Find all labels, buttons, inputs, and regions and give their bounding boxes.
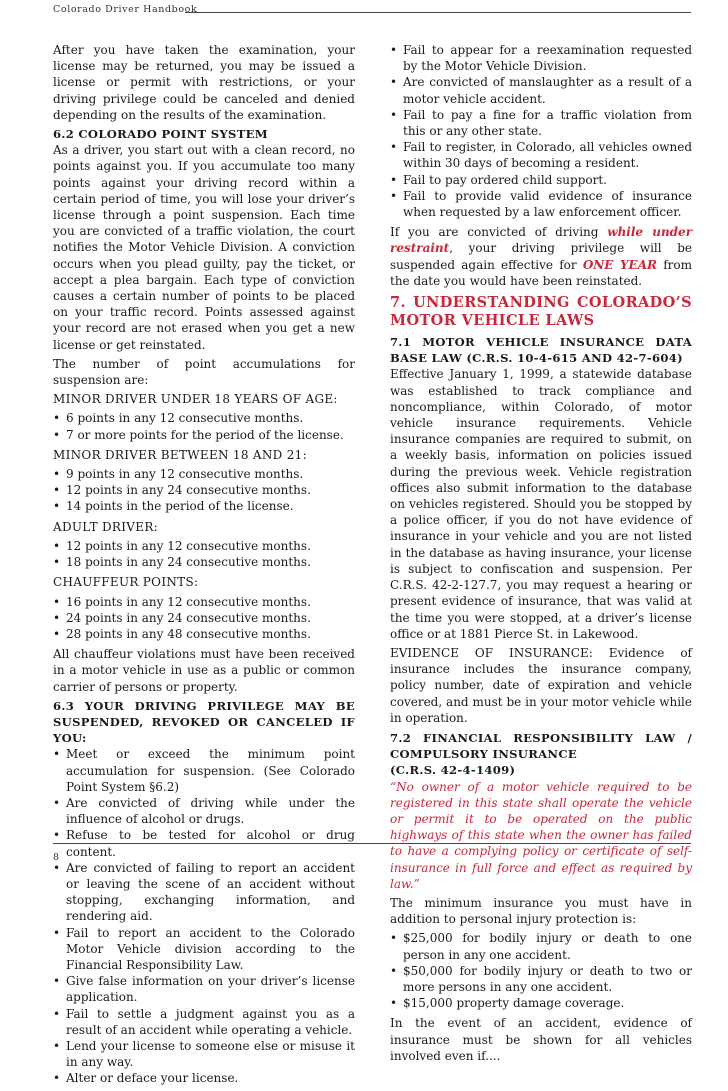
list-item: • Fail to pay ordered child support. xyxy=(390,172,692,188)
list-item: • Are convicted of driving while under the influence of alcohol or drugs. xyxy=(53,795,355,827)
list-item: • Are convicted of manslaughter as a result of a motor vehicle accident. xyxy=(390,74,692,106)
list-item: • Lend your license to someone else or misuse it in any way. xyxy=(53,1038,355,1070)
section-7-heading: 7. UNDERSTANDING COLORADO’S MOTOR VEHICLE LAWS xyxy=(390,294,692,330)
restraint-text: , your driving privilege will be suspended again effective for xyxy=(390,241,692,272)
list-item: • 16 points in any 12 consecutive months. xyxy=(53,594,355,610)
list-item: • Give false information on your driver’s license application. xyxy=(53,973,355,1005)
list-item: • 6 points in any 12 consecutive months. xyxy=(53,410,355,426)
list-item: • Are convicted of failing to report an accident or leaving the scene of an accident without stopping, exchanging information, and rendering aid. xyxy=(53,860,355,925)
left-column xyxy=(53,42,355,1091)
minor-under-18-list xyxy=(53,410,355,442)
list-item: • 14 points in the period of the license. xyxy=(53,498,355,514)
suspension-reasons-continued-list xyxy=(390,42,692,220)
minor-18-21-list xyxy=(53,466,355,515)
list-item: • 12 points in any 24 consecutive months. xyxy=(53,482,355,498)
section-6-3-heading: 6.3 YOUR DRIVING PRIVILEGE MAY BE SUSPENDED, REVOKED OR CANCELED IF YOU: xyxy=(53,698,355,746)
point-accumulation-intro: The number of point accumulations for suspension are: xyxy=(53,356,355,388)
list-item: • 7 or more points for the period of the license. xyxy=(53,427,355,443)
list-item: • Fail to report an accident to the Colorado Motor Vehicle division according to the Financial Responsibility Law. xyxy=(53,925,355,974)
restraint-text: from the date you would have been reinstated. xyxy=(390,257,692,288)
handbook-title: Colorado Driver Handbook xyxy=(53,4,198,15)
list-item: • Fail to appear for a reexamination requested by the Motor Vehicle Division. xyxy=(390,42,692,74)
list-item: • Refuse to be tested for alcohol or drug content. xyxy=(53,827,355,859)
adult-driver-list xyxy=(53,538,355,570)
restraint-paragraph xyxy=(390,224,692,289)
section-6-2-heading: 6.2 COLORADO POINT SYSTEM xyxy=(53,127,268,142)
list-item: • 28 points in any 48 consecutive months. xyxy=(53,626,355,642)
header-rule xyxy=(185,12,691,13)
suspension-reasons-list xyxy=(53,746,355,1086)
statute-quote: “No owner of a motor vehicle required to be registered in this state shall operate the vehicle or permit it to be operated on the public highways of this state when the owner has failed to have a complying policy or certificate of self-insurance in full force and effect as required by law.” xyxy=(390,779,692,891)
list-item: • 9 points in any 12 consecutive months. xyxy=(53,466,355,482)
list-item: • $15,000 property damage coverage. xyxy=(390,995,692,1011)
page-number: 8 xyxy=(53,852,60,863)
list-item: • Fail to pay a fine for a traffic violation from this or any other state. xyxy=(390,107,692,139)
evidence-of-insurance-paragraph: EVIDENCE OF INSURANCE: Evidence of insurance includes the insurance company, policy number, date of expiration and vehicle covered, and must be in your motor vehicle while in operation. xyxy=(390,645,692,725)
section-7-1-heading: 7.1 MOTOR VEHICLE INSURANCE DATA BASE LAW (C.R.S. 10-4-615 AND 42-7-604) xyxy=(390,335,692,366)
section-7-2-statute: (C.R.S. 42-4-1409) xyxy=(390,763,516,778)
adult-driver-heading: ADULT DRIVER: xyxy=(53,519,159,534)
chauffeur-points-list xyxy=(53,594,355,643)
list-item: • Fail to settle a judgment against you as a result of an accident while operating a vehicle. xyxy=(53,1006,355,1038)
list-item: • Alter or deface your license. xyxy=(53,1070,355,1086)
section-7-2-heading: 7.2 FINANCIAL RESPONSIBILITY LAW / COMPULSORY INSURANCE xyxy=(390,730,692,762)
one-year-emphasis: ONE YEAR xyxy=(582,257,657,272)
restraint-text: If you are convicted of driving xyxy=(390,225,608,240)
list-item: • Fail to provide valid evidence of insurance when requested by a law enforcement officer. xyxy=(390,188,692,220)
minor-18-21-heading: MINOR DRIVER BETWEEN 18 AND 21: xyxy=(53,447,307,462)
list-item: • 12 points in any 12 consecutive months. xyxy=(53,538,355,554)
list-item: • 18 points in any 24 consecutive months. xyxy=(53,554,355,570)
right-column xyxy=(390,42,692,1067)
minor-under-18-heading: MINOR DRIVER UNDER 18 YEARS OF AGE: xyxy=(53,392,338,407)
closing-paragraph: In the event of an accident, evidence of insurance must be shown for all vehicles involved even if.... xyxy=(390,1016,692,1063)
list-item: • $25,000 for bodily injury or death to one person in any one accident. xyxy=(390,930,692,962)
intro-paragraph: After you have taken the examination, your license may be returned, you may be issued a license or permit with restrictions, or your driving privilege could be canceled and denied depending on the results of the examination. xyxy=(53,43,355,122)
minimum-insurance-list xyxy=(390,930,692,1011)
list-item: • Fail to register, in Colorado, all vehicles owned within 30 days of becoming a resident. xyxy=(390,139,692,171)
list-item: • $50,000 for bodily injury or death to two or more persons in any one accident. xyxy=(390,963,692,995)
chauffeur-points-heading: CHAUFFEUR POINTS: xyxy=(53,575,199,590)
running-header xyxy=(53,4,691,18)
list-item: • 24 points in any 24 consecutive months. xyxy=(53,610,355,626)
footer-rule xyxy=(53,843,691,844)
insurance-database-paragraph: Effective January 1, 1999, a statewide database was established to track compliance and noncompliance, within Colorado, of motor vehicle insurance requirements. Vehicle insurance companies are required to submit, on a weekly basis, information on policies issued during the previous week. Vehicle registration offices also submit information to the database on vehicles registered. Should you be stopped by a police officer, if you do not have evidence of insurance in your vehicle and you are not listed in the database as having insurance, your license is subject to confiscation and suspension. Per C.R.S. 42-2-127.7, you may request a hearing or present evidence of insurance, that was valid at the time you were stopped, at a driver’s license office or at 1881 Pierce St. in Lakewood. xyxy=(390,367,692,641)
while-under-restraint-emphasis: while under restraint xyxy=(390,225,693,256)
point-system-paragraph: As a driver, you start out with a clean record, no points against you. If you accumulate too many points against your driving record within a certain period of time, you will lose your driver’s license through a point suspension. Each time you are convicted of a traffic violation, the court notifies the Motor Vehicle Division. A conviction occurs when you plead guilty, pay the ticket, or accept a plea bargain. Each type of conviction causes a certain number of points to be placed on your traffic record. Points assessed against your record are not erased when you get a new license or get reinstated. xyxy=(53,143,355,352)
minimum-insurance-paragraph: The minimum insurance you must have in addition to personal injury protection is: xyxy=(390,895,692,927)
chauffeur-note: All chauffeur violations must have been received in a motor vehicle in use as a public or common carrier of persons or property. xyxy=(53,647,355,694)
list-item: • Meet or exceed the minimum point accumulation for suspension. (See Colorado Point System §6.2) xyxy=(53,746,355,795)
